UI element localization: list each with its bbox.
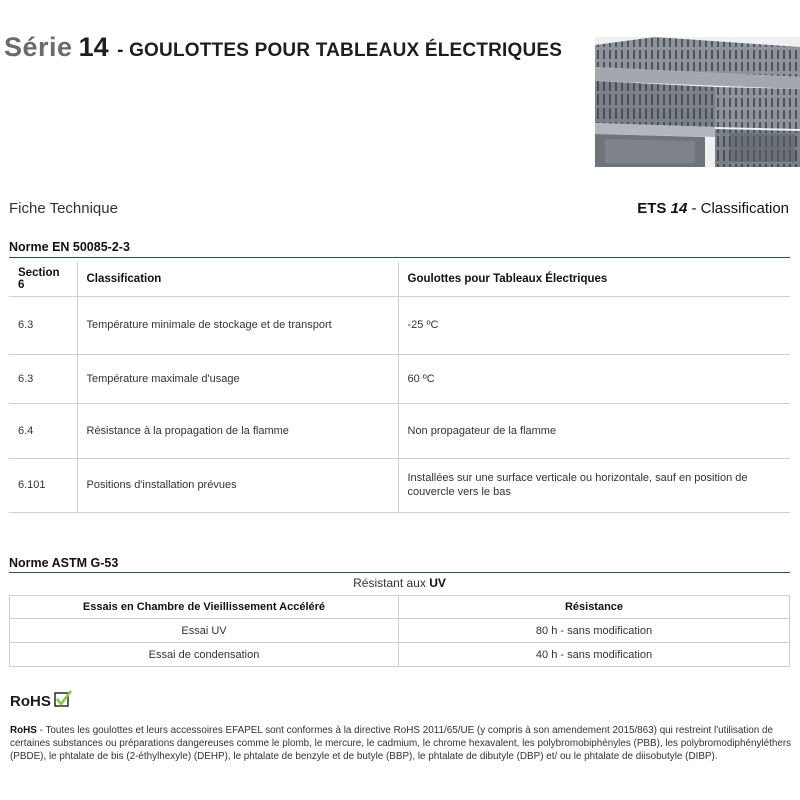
ets-prefix: ETS — [637, 200, 667, 217]
uv-resistance-table — [9, 595, 790, 667]
fiche-technique-label: Fiche Technique — [9, 200, 118, 217]
table-row — [9, 458, 790, 512]
norme-en-rule — [9, 257, 790, 258]
cell-test: Essai de condensation — [10, 643, 399, 667]
cell-value: -25 ºC — [398, 296, 790, 354]
cell-classification: Température maximale d'usage — [77, 354, 398, 403]
cell-section: 6.3 — [9, 354, 77, 403]
ets-number: 14 — [670, 200, 688, 217]
rohs-logo — [10, 690, 74, 710]
ets-suffix: - Classification — [691, 200, 789, 217]
cell-section: 6.4 — [9, 403, 77, 458]
ets-classification-label — [637, 200, 789, 217]
table-row — [9, 296, 790, 354]
cell-classification: Température minimale de stockage et de transport — [77, 296, 398, 354]
norme-en-title: Norme EN 50085-2-3 — [9, 240, 130, 254]
classification-table — [9, 262, 790, 513]
cable-duct-image — [595, 37, 800, 167]
cell-value: Installées sur une surface verticale ou horizontale, sauf en position de couvercle vers le bas — [398, 458, 790, 512]
cell-value: Non propagateur de la flamme — [398, 403, 790, 458]
uv-caption-bold: UV — [429, 576, 446, 590]
header-resistance: Résistance — [399, 596, 790, 619]
uv-caption-prefix: Résistant aux — [353, 576, 426, 590]
cell-classification: Positions d'installation prévues — [77, 458, 398, 512]
cell-result: 40 h - sans modification — [399, 643, 790, 667]
cell-test: Essai UV — [10, 619, 399, 643]
cell-value: 60 ºC — [398, 354, 790, 403]
table-row — [9, 354, 790, 403]
header-section: Section 6 — [9, 262, 77, 296]
cell-section: 6.3 — [9, 296, 77, 354]
title-text: - GOULOTTES POUR TABLEAUX ÉLECTRIQUES — [117, 40, 563, 61]
title-serie: Série — [4, 32, 73, 62]
header-essais: Essais en Chambre de Vieillissement Accéléré — [10, 596, 399, 619]
rohs-body: - Toutes les goulottes et leurs accessoires EFAPEL sont conformes à la directive RoHS 2011/65/UE (y compris à son amendement 2015/863) qui restreint l'utilisation de certaines substances ou préparations dangereuses comme le plomb, le mercure, le cadmium, le chrome hexavalent, les polybromobiphényles (PBB), les polybromodiphényléthers (PBDE), le phtalate de bis (2-éthylhexyle) (DEHP), le phtalate de benzyle et de butyle (BBP), le phtalate de dibutyle (DBP) et/ ou le phtalate de diisobutyle (DIBP). — [10, 725, 792, 762]
cell-classification: Résistance à la propagation de la flamme — [77, 403, 398, 458]
table-header-row — [9, 262, 790, 296]
cell-result: 80 h - sans modification — [399, 619, 790, 643]
cell-section: 6.101 — [9, 458, 77, 512]
page-header — [0, 0, 800, 170]
rohs-statement — [10, 724, 794, 763]
table-row — [10, 643, 790, 667]
table-row — [10, 619, 790, 643]
norme-astm-title: Norme ASTM G-53 — [9, 556, 119, 570]
uv-caption — [9, 576, 790, 590]
table-header-row — [10, 596, 790, 619]
title-number: 14 — [78, 32, 109, 62]
header-goulottes: Goulottes pour Tableaux Électriques — [398, 262, 790, 296]
norme-astm-rule — [9, 572, 790, 573]
rohs-logo-text: RoHS — [10, 693, 51, 710]
page-title — [4, 32, 562, 63]
header-classification: Classification — [77, 262, 398, 296]
table-row — [9, 403, 790, 458]
rohs-label: RoHS — [10, 725, 37, 736]
